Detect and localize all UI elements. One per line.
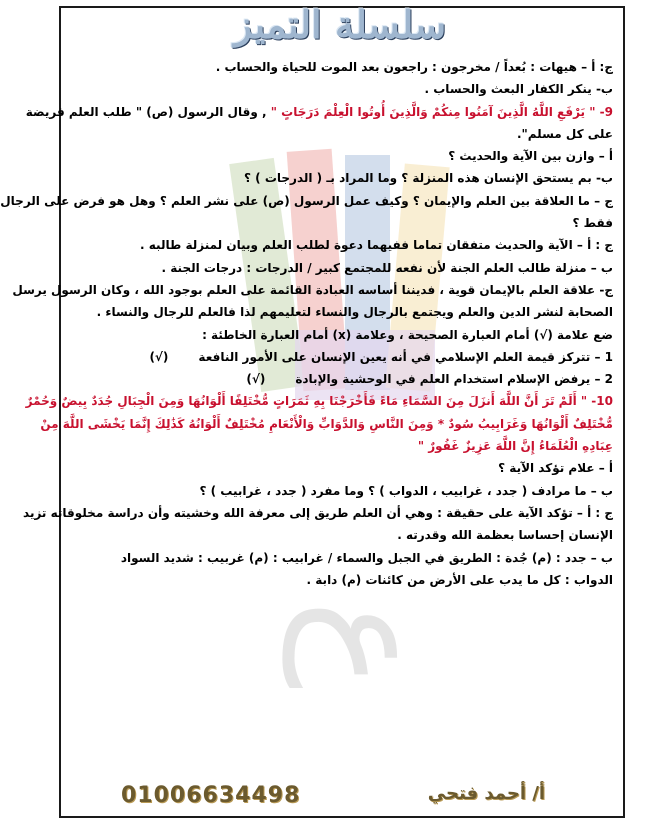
text-line (69, 482, 613, 501)
text-line (69, 214, 613, 233)
text-segment: ج- علاقة العلم بالإيمان قوية ، فديننا أساسه العبادة القائمة على العلم بوجود الله ، وكان الرسول يرسل (12, 282, 613, 297)
text-segment: الدواب : كل ما يدب على الأرض من كائنات (م) دابة . (306, 572, 613, 587)
text-line (69, 236, 613, 255)
answer-mark: (√) (246, 372, 266, 387)
series-title: سلسلة التميز (233, 2, 447, 47)
text-segment: عِبَادِهِ الْعُلَمَاءُ إِنَّ اللَّهَ عَزِيزٌ غَفُورٌ " (417, 439, 613, 454)
author-name: أ/ أحمد فتحي (427, 783, 545, 804)
text-line (69, 571, 613, 590)
text-line (69, 303, 613, 322)
text-segment: ب – جدد : (م) جُدة : الطريق في الجبل والسماء / غرابيب : (م) غربيب : شديد السواد (120, 550, 613, 565)
text-line (69, 147, 613, 166)
text-segment: 2 – يرفض الإسلام استخدام العلم في الوحشية والإبادة (295, 372, 613, 387)
text-watermark: ع (283, 600, 457, 690)
document-body (0, 58, 613, 593)
text-line (69, 459, 613, 478)
text-segment: ب – ما مرادف ( جدد ، غرابيب ، الدواب ) ؟ وما مفرد ( جدد ، غرابيب ) ؟ (199, 483, 613, 498)
text-segment: ب – منزلة طالب العلم الجنة لأن نفعه للمجتمع كبير / الدرجات : درجات الجنة . (161, 260, 613, 275)
text-line (69, 259, 613, 278)
phone-number: 01006634498 (121, 783, 301, 808)
text-line (12, 281, 613, 300)
text-segment: أ – علام تؤكد الآية ؟ (498, 461, 613, 476)
text-segment: 10- " أَلَمْ تَرَ أَنَّ اللَّهَ أَنزَلَ مِنَ السَّمَاءِ مَاءً فَأَخْرَجْنَا بِهِ ثَمَرَاتٍ مُّخْتَلِفًا أَلْوَانُهَا وَمِنَ الْجِبَالِ جُدَدٌ بِيضٌ وَحُمْرٌ (25, 394, 613, 409)
text-line (69, 80, 613, 99)
text-line (0, 192, 613, 211)
text-line (25, 103, 613, 122)
text-line (69, 437, 613, 456)
text-segment: ج – ما العلاقة بين العلم والإيمان ؟ وكيف عمل الرسول (ص) على نشر العلم ؟ وهل هو فرض على الرجال (0, 193, 613, 208)
text-line (69, 125, 613, 144)
text-segment: ب- بم يستحق الإنسان هذه المنزلة ؟ وما المراد بـ ( الدرجات ) ؟ (244, 171, 613, 186)
text-line (25, 392, 613, 411)
text-segment: الصحابة لنشر الدين والعلم ويجتمع بالرجال والنساء لتعليمهم لذا فالعلم للرجال والنساء . (96, 305, 613, 320)
text-segment: 9- " يَرْفَعِ اللَّهُ الَّذِينَ آمَنُوا مِنكُمْ وَالَّذِينَ أُوتُوا الْعِلْمَ دَرَجَاتٍ " (266, 104, 613, 119)
text-line (69, 549, 613, 568)
text-line (69, 526, 613, 545)
text-segment: ب- ينكر الكفار البعث والحساب . (424, 82, 613, 97)
text-segment: أ – وازن بين الآية والحديث ؟ (448, 149, 613, 164)
text-line (69, 370, 613, 389)
text-line (69, 326, 613, 345)
text-segment: ج : أ – الآية والحديث متفقان تماما ففيهما دعوة لطلب العلم وبيان لمنزلة طالبه . (140, 238, 613, 253)
text-line (69, 348, 613, 367)
text-segment: ج : أ – تؤكد الآية على حقيقة : وهي أن العلم طريق إلى معرفة الله وخشيته وأن دراسة مخلوقاته تزيد (23, 505, 613, 520)
text-line (69, 58, 613, 77)
text-segment: 1 – تتركز قيمة العلم الإسلامي في أنه يعين الإنسان على الأمور النافعة (198, 349, 613, 364)
text-line (69, 169, 613, 188)
text-line (23, 504, 613, 523)
text-segment: , وقال الرسول (ص) " طلب العلم فريضة (25, 104, 267, 119)
text-segment: فقط ؟ (572, 216, 613, 231)
answer-mark: (√) (149, 349, 169, 364)
text-segment: مُّخْتَلِفٌ أَلْوَانُهَا وَغَرَابِيبُ سُودٌ * وَمِنَ النَّاسِ وَالدَّوَابِّ وَالْأَنْعَامِ مُخْتَلِفٌ أَلْوَانُهُ كَذَٰلِكَ إِنَّمَا يَخْشَى اللَّهَ مِنْ (40, 416, 613, 431)
text-segment: ج: أ – هيهات : بُعداً / مخرجون : راجعون بعد الموت للحياة والحساب . (215, 60, 613, 74)
text-line (40, 415, 613, 434)
text-segment: الإنسان إحساسا بعظمة الله وقدرته . (397, 528, 613, 543)
text-segment: ضع علامة (√) أمام العبارة الصحيحة ، وعلامة (x) أمام العبارة الخاطئة : (202, 327, 613, 342)
text-segment: على كل مسلم". (516, 126, 613, 141)
